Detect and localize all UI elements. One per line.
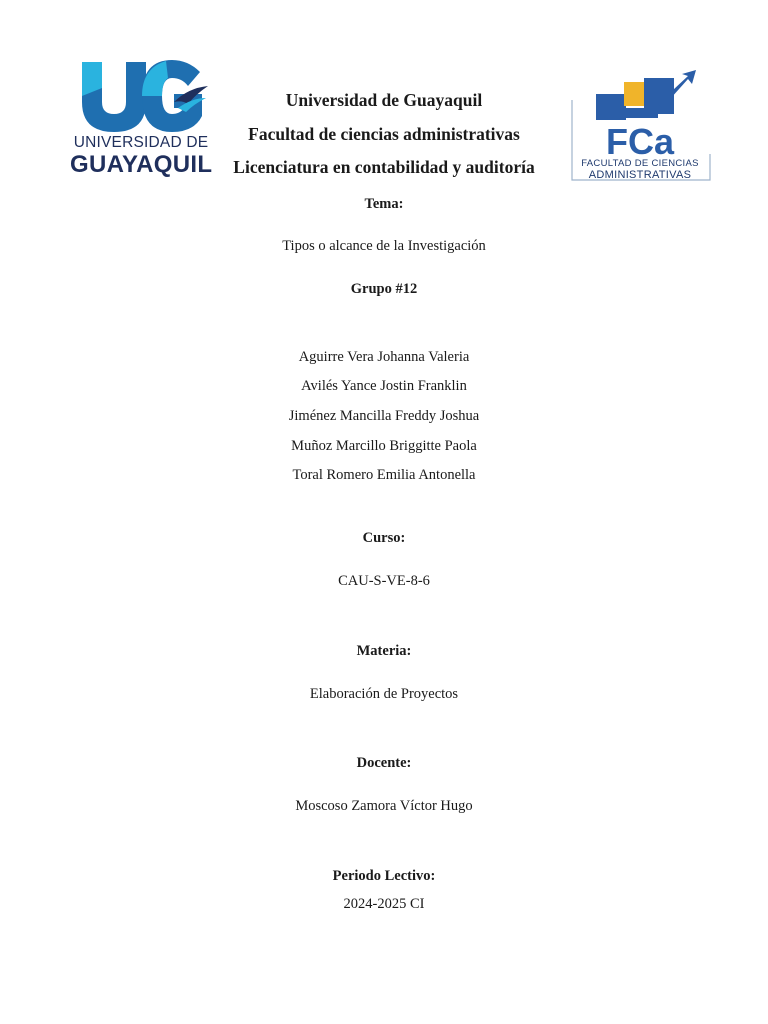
docente-value: Moscoso Zamora Víctor Hugo xyxy=(295,798,473,814)
curso-value: CAU-S-VE-8-6 xyxy=(338,573,430,589)
periodo-value: 2024-2025 CI xyxy=(343,896,425,912)
fca-caption-2: ADMINISTRATIVAS xyxy=(588,169,692,181)
member-name: Aguirre Vera Johanna Valeria xyxy=(298,349,470,365)
university-title: Universidad de Guayaquil xyxy=(285,90,483,110)
member-name: Avilés Yance Jostin Franklin xyxy=(301,378,467,394)
docente-label: Docente: xyxy=(356,755,412,771)
tema-value: Tipos o alcance de la Investigación xyxy=(282,238,486,254)
grupo-label: Grupo #12 xyxy=(350,281,418,297)
faculty-title: Facultad de ciencias administrativas xyxy=(248,124,520,144)
tema-label: Tema: xyxy=(364,196,404,212)
curso-label: Curso: xyxy=(362,530,406,546)
ug-logo-text-2: GUAYAQUIL xyxy=(70,151,213,178)
periodo-label: Periodo Lectivo: xyxy=(332,868,436,884)
materia-label: Materia: xyxy=(356,643,412,659)
member-name: Jiménez Mancilla Freddy Joshua xyxy=(288,408,480,424)
ug-logo-text-1: UNIVERSIDAD DE xyxy=(73,134,209,151)
fca-mark: FCa xyxy=(605,121,675,162)
fca-caption-1: FACULTAD DE CIENCIAS xyxy=(581,158,699,169)
materia-value: Elaboración de Proyectos xyxy=(309,686,459,702)
degree-title: Licenciatura en contabilidad y auditoría xyxy=(233,157,535,177)
member-name: Toral Romero Emilia Antonella xyxy=(292,467,476,483)
member-name: Muñoz Marcillo Briggitte Paola xyxy=(291,438,477,454)
